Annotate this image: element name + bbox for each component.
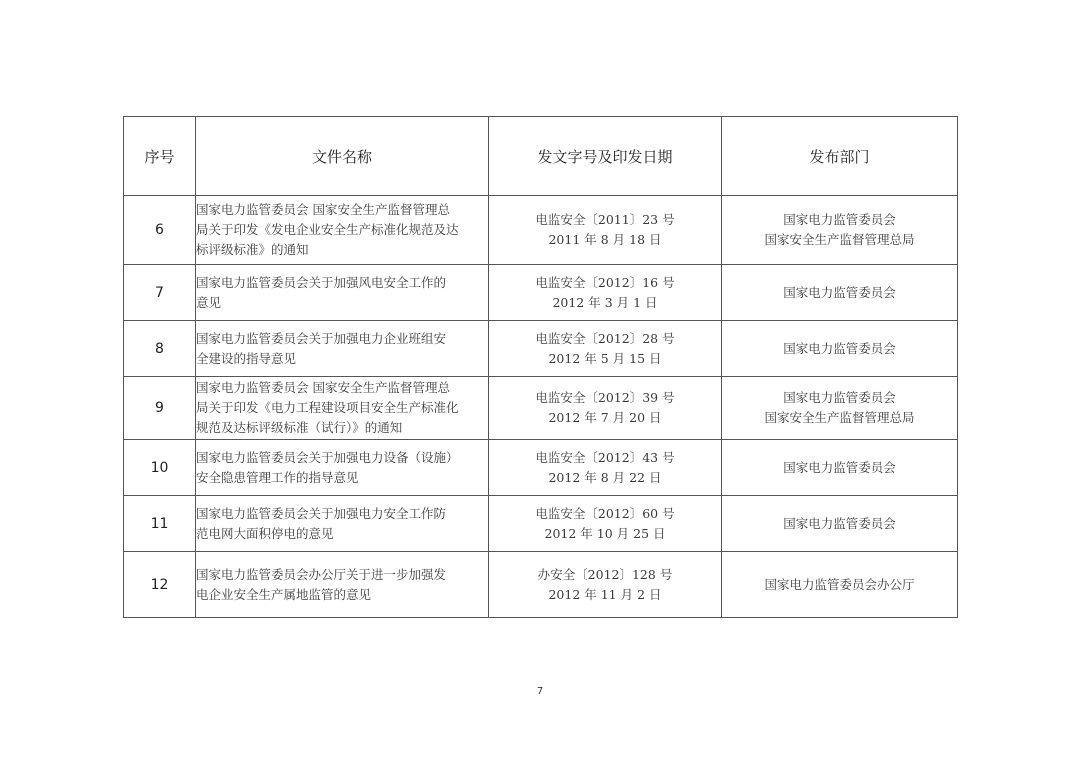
serial-number-cell: 7 xyxy=(124,265,196,321)
document-name-cell xyxy=(196,196,489,265)
cell-text-line: 国家电力监管委员会 xyxy=(783,459,896,475)
cell-text-line: 国家电力监管委员会 xyxy=(783,390,896,405)
header-document-name: 文件名称 xyxy=(196,117,489,196)
cell-text-line: 国家电力监管委员会关于加强电力设备（设施） xyxy=(196,449,459,465)
cell-text-line: 国家电力监管委员会 xyxy=(783,284,896,300)
issuing-department-cell xyxy=(722,196,958,265)
cell-text-line: 全建设的指导意见 xyxy=(196,350,297,366)
cell-text-line: 局关于印发《发电企业安全生产标准化规范及达 xyxy=(196,222,459,237)
table-row xyxy=(124,321,958,377)
issuing-department-cell xyxy=(722,377,958,440)
document-name-cell xyxy=(196,377,489,440)
table-row xyxy=(124,440,958,496)
cell-text-line: 办安全〔2012〕128 号 xyxy=(537,566,673,582)
issue-number-date-cell xyxy=(489,265,722,321)
cell-text-line: 国家安全生产监督管理总局 xyxy=(764,410,915,425)
document-name-cell xyxy=(196,552,489,618)
cell-text-line: 国家电力监管委员会 xyxy=(783,340,896,356)
issuing-department-cell xyxy=(722,265,958,321)
cell-text-line: 电企业安全生产属地监管的意见 xyxy=(196,586,372,602)
cell-text-line: 电监安全〔2012〕39 号 xyxy=(535,390,675,405)
issue-number-date-cell xyxy=(489,321,722,377)
issue-number-date-cell xyxy=(489,496,722,552)
table-header-row xyxy=(124,117,958,196)
issue-number-date-cell xyxy=(489,440,722,496)
document-name-cell xyxy=(196,440,489,496)
table-row xyxy=(124,552,958,618)
cell-text-line: 国家电力监管委员会关于加强电力安全工作防 xyxy=(196,505,447,521)
issue-number-date-cell xyxy=(489,377,722,440)
issuing-department-cell xyxy=(722,552,958,618)
cell-text-line: 2012 年 10 月 25 日 xyxy=(544,525,666,541)
table-row xyxy=(124,265,958,321)
issue-number-date-cell xyxy=(489,196,722,265)
cell-text-line: 2012 年 3 月 1 日 xyxy=(552,294,658,310)
serial-number-cell: 10 xyxy=(124,440,196,496)
cell-text-line: 2012 年 11 月 2 日 xyxy=(548,586,662,602)
serial-number-cell: 11 xyxy=(124,496,196,552)
table-row xyxy=(124,377,958,440)
cell-text-line: 国家电力监管委员会办公厅关于进一步加强发 xyxy=(196,566,447,582)
cell-text-line: 国家电力监管委员会 xyxy=(783,212,896,227)
issuing-department-cell xyxy=(722,440,958,496)
issuing-department-cell xyxy=(722,321,958,377)
page-number: 7 xyxy=(536,686,544,697)
cell-text-line: 国家电力监管委员会关于加强电力企业班组安 xyxy=(196,330,447,346)
cell-text-line: 意见 xyxy=(196,294,222,310)
document-name-cell xyxy=(196,265,489,321)
cell-text-line: 2012 年 5 月 15 日 xyxy=(548,350,662,366)
cell-text-line: 局关于印发《电力工程建设项目安全生产标准化 xyxy=(196,400,459,415)
cell-text-line: 标评级标准》的通知 xyxy=(196,242,309,257)
table-row xyxy=(124,496,958,552)
serial-number-cell: 12 xyxy=(124,552,196,618)
table-body xyxy=(124,196,958,618)
serial-number-cell: 9 xyxy=(124,377,196,440)
issue-number-date-cell xyxy=(489,552,722,618)
header-issue-number-date: 发文字号及印发日期 xyxy=(489,117,722,196)
cell-text-line: 国家电力监管委员会 国家安全生产监督管理总 xyxy=(196,202,450,217)
cell-text-line: 电监安全〔2012〕43 号 xyxy=(535,449,675,465)
cell-text-line: 范电网大面积停电的意见 xyxy=(196,525,334,541)
cell-text-line: 安全隐患管理工作的指导意见 xyxy=(196,469,359,485)
header-issuing-department: 发布部门 xyxy=(722,117,958,196)
cell-text-line: 国家安全生产监督管理总局 xyxy=(764,232,915,247)
table-row xyxy=(124,196,958,265)
cell-text-line: 电监安全〔2011〕23 号 xyxy=(535,212,675,227)
header-serial-number: 序号 xyxy=(124,117,196,196)
cell-text-line: 2012 年 8 月 22 日 xyxy=(548,469,662,485)
cell-text-line: 电监安全〔2012〕60 号 xyxy=(535,505,675,521)
cell-text-line: 国家电力监管委员会关于加强风电安全工作的 xyxy=(196,274,447,290)
cell-text-line: 国家电力监管委员会 国家安全生产监督管理总 xyxy=(196,380,450,395)
serial-number-cell: 6 xyxy=(124,196,196,265)
document-list-table xyxy=(123,116,958,618)
cell-text-line: 规范及达标评级标准（试行）》的通知 xyxy=(196,420,403,435)
document-name-cell xyxy=(196,321,489,377)
cell-text-line: 2011 年 8 月 18 日 xyxy=(548,232,662,247)
cell-text-line: 电监安全〔2012〕16 号 xyxy=(535,274,675,290)
issuing-department-cell xyxy=(722,496,958,552)
cell-text-line: 电监安全〔2012〕28 号 xyxy=(535,330,675,346)
cell-text-line: 国家电力监管委员会 xyxy=(783,515,896,531)
serial-number-cell: 8 xyxy=(124,321,196,377)
cell-text-line: 2012 年 7 月 20 日 xyxy=(548,410,662,425)
document-name-cell xyxy=(196,496,489,552)
cell-text-line: 国家电力监管委员会办公厅 xyxy=(764,576,915,592)
